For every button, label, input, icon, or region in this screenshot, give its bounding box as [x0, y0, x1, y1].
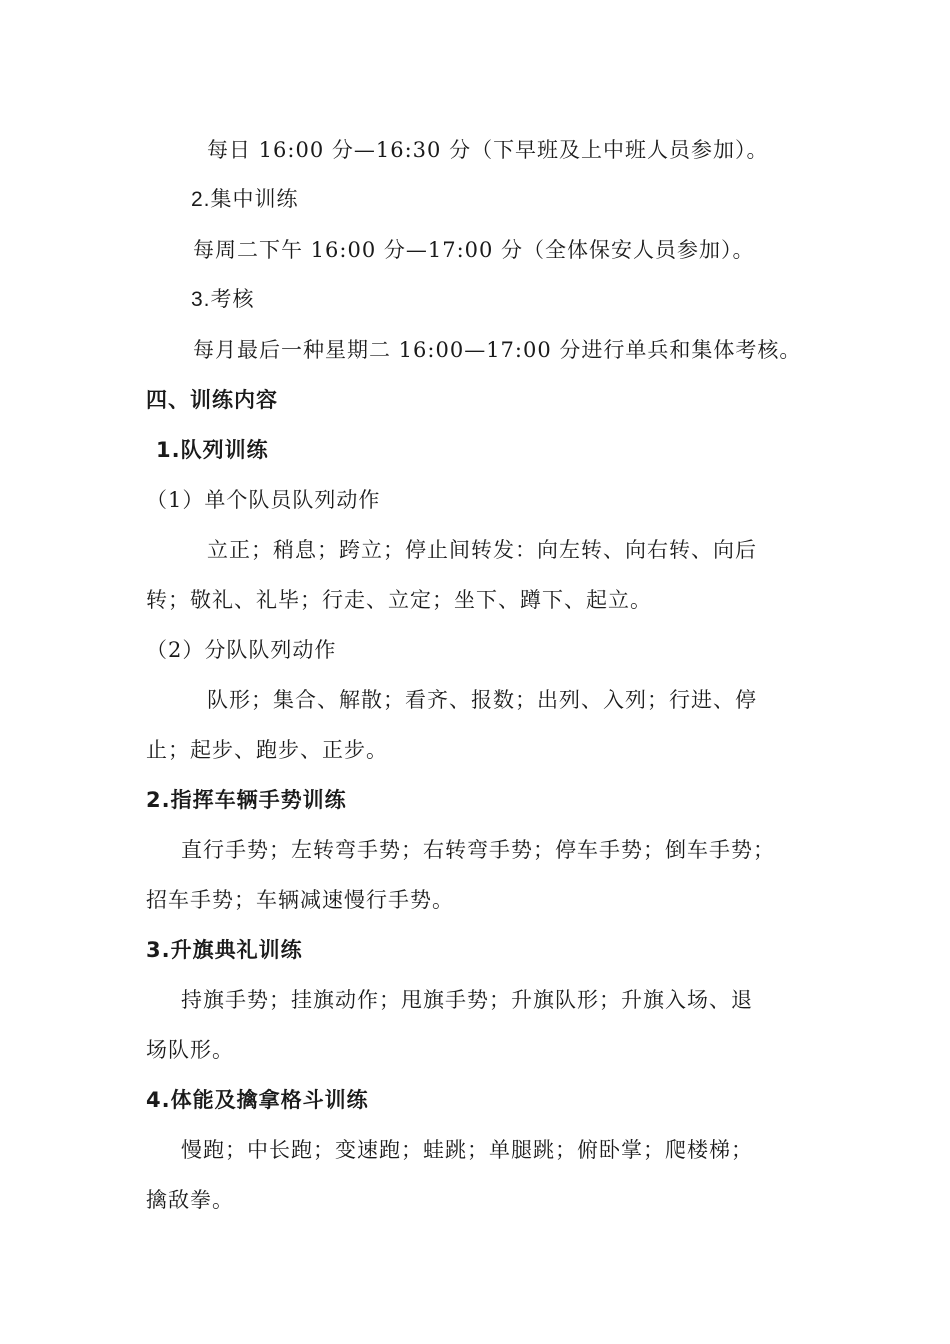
- flag-ceremony-line-2: 场队形。: [146, 1038, 234, 1062]
- individual-drill-line-1: 立正；稍息；跨立；停止间转发：向左转、向右转、向后: [207, 538, 757, 562]
- flag-ceremony-line-1: 持旗手势；挂旗动作；甩旗手势；升旗队形；升旗入场、退: [181, 988, 753, 1012]
- vehicle-gesture-line-1: 直行手势；左转弯手势；右转弯手势；停车手势；倒车手势；: [181, 838, 775, 862]
- daily-training-time: 每日 16:00 分—16:30 分（下早班及上中班人员参加）。: [207, 138, 769, 162]
- fitness-training-title: 4.体能及擒拿格斗训练: [146, 1088, 369, 1112]
- assessment-time: 每月最后一种星期二 16:00—17:00 分进行单兵和集体考核。: [193, 338, 802, 362]
- fitness-training-line-1: 慢跑；中长跑；变速跑；蛙跳；单腿跳；俯卧掌；爬楼梯；: [181, 1138, 753, 1162]
- vehicle-gesture-line-2: 招车手势；车辆减速慢行手势。: [146, 888, 454, 912]
- section-heading: 四、训练内容: [146, 388, 278, 412]
- squad-drill-line-1: 队形；集合、解散；看齐、报数；出列、入列；行进、停: [207, 688, 757, 712]
- assessment-title: 3.考核: [191, 288, 255, 311]
- drill-training-title: 1.队列训练: [156, 438, 269, 462]
- fitness-training-line-2: 擒敌拳。: [146, 1188, 234, 1212]
- concentrated-training-title: 2.集中训练: [191, 188, 299, 211]
- individual-drill-title: （1）单个队员队列动作: [146, 488, 381, 512]
- squad-drill-line-2: 止；起步、跑步、正步。: [146, 738, 388, 762]
- vehicle-gesture-title: 2.指挥车辆手势训练: [146, 788, 347, 812]
- individual-drill-line-2: 转；敬礼、礼毕；行走、立定；坐下、蹲下、起立。: [146, 588, 652, 612]
- squad-drill-title: （2）分队队列动作: [146, 638, 337, 662]
- flag-ceremony-title: 3.升旗典礼训练: [146, 938, 303, 962]
- concentrated-training-time: 每周二下午 16:00 分—17:00 分（全体保安人员参加）。: [193, 238, 755, 262]
